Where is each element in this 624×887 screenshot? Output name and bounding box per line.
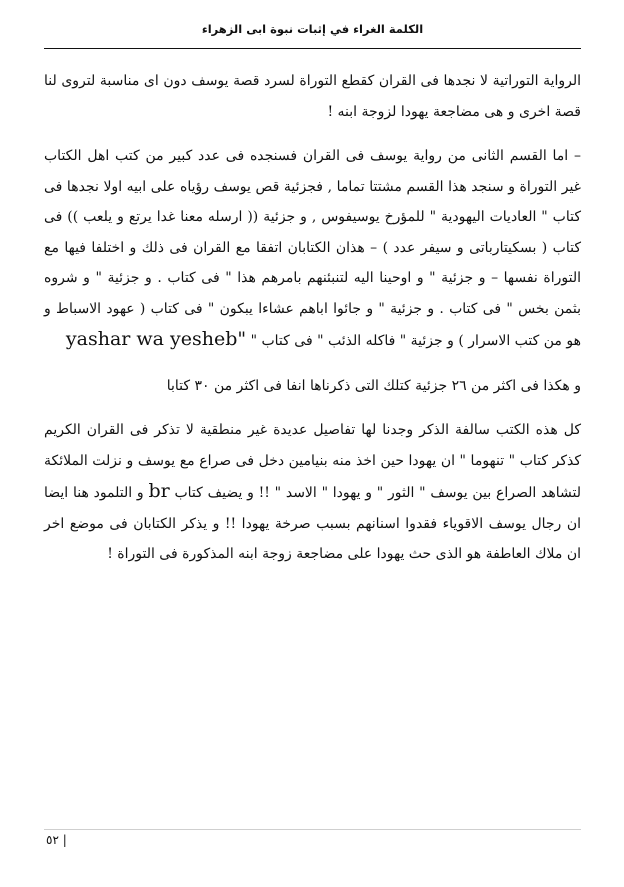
paragraph-4-text-after: و التلمود هنا ايضا ان رجال يوسف الاقوياء فقدوا اسنانهم بسبب صرخة يهودا !! و يذكر الكتابان فى موضع اخر ان ملاك العاطفة هو الذى حث يهودا على مضاجعة زوجة ابنه المذكورة فى التوراة !	[44, 485, 581, 562]
paragraph-2	[44, 141, 581, 357]
paragraph-3	[44, 371, 581, 402]
running-header: الكلمة الغراء في إثبات نبوة ابى الزهراء	[201, 22, 424, 36]
paragraph-2-text: – اما القسم الثانى من رواية يوسف فى القران فسنجده فى عدد كبير من كتب اهل الكتاب غير التوراة و سنجد هذا القسم مشتتا تماما , فجزئية قص يوسف رؤياه على ابيه اولا نجدها فى كتاب " العاديات اليهودية " للمؤرخ يوسيفوس , و جزئية (( ارسله معنا غدا يرتع و يلعب )) فى كتاب ( بسكيتارباتى و سيفر عدد ) – هذان الكتابان اتفقا مع القران فى ذلك و اختلفا فيها مع التوراة نفسها – و جزئية " و اوحينا اليه لتنبئنهم بامرهم هذا " فى كتاب . و جزئية " و شروه بثمن بخس " فى كتاب . و جزئية " و جائوا اباهم عشاءا يبكون " فى كتاب ( عهود الاسباط و هو من كتب الاسرار ) و جزئية " فاكله الذئب " فى كتاب "	[44, 148, 581, 349]
paragraph-2-latin-title: yashar wa yesheb"	[65, 328, 247, 350]
footer-divider	[44, 829, 581, 830]
paragraph-1-text: الرواية التوراتية لا نجدها فى القران كقطع التوراة لسرد قصة يوسف دون اى مناسبة لتروى لنا قصة اخرى و هى مضاجعة يهودا لزوجة ابنه !	[44, 73, 581, 120]
page-number: ٥٢ |	[46, 833, 67, 847]
paragraph-3-text: و هكذا فى اكثر من ٢٦ جزئية كتلك التى ذكرناها انفا فى اكثر من ٣٠ كتابا	[166, 377, 581, 394]
page-body	[44, 66, 581, 584]
paragraph-1	[44, 66, 581, 127]
paragraph-4-text-before: كل هذه الكتب سالفة الذكر وجدنا لها تفاصيل عديدة غير منطقية لا تذكر فى القران الكريم كذكر كتاب " تنهوما " ان يهودا حين اخذ منه بنيامين دخل فى صراع مع يوسف و نزلت الملائكة لتشاهد الصراع بين يوسف " الثور " و يهودا " الاسد " !! و يضيف كتاب	[44, 422, 581, 501]
header-divider	[44, 48, 581, 49]
paragraph-4-latin-abbrev: br	[148, 480, 170, 502]
paragraph-4	[44, 415, 581, 570]
